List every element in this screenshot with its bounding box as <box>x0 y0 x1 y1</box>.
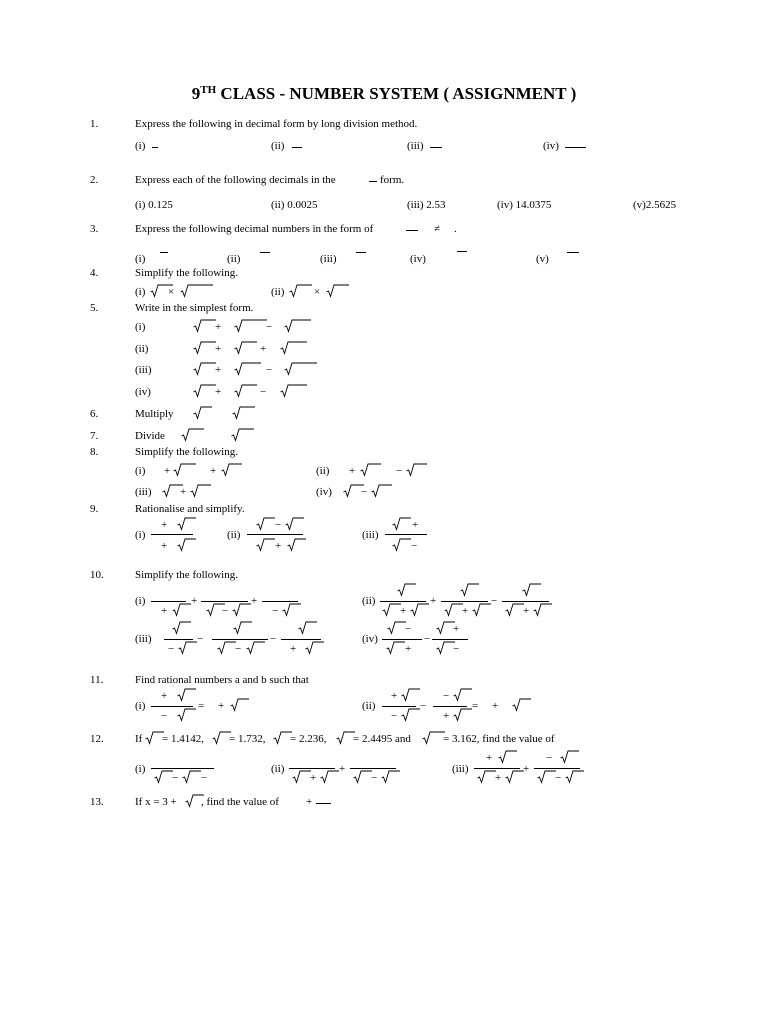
sqrt-symbol <box>392 517 411 531</box>
plus-symbol: + <box>310 772 317 784</box>
fraction-bar <box>151 706 193 707</box>
q8-part-iv: (iv) <box>316 486 332 498</box>
q9-text: Rationalise and simplify. <box>135 503 245 515</box>
q4-part-ii: (ii) <box>271 286 285 298</box>
q12-number: 12. <box>90 733 104 745</box>
plus-symbol: + <box>400 605 407 617</box>
q5-part-iv: (iv) <box>135 386 151 398</box>
q9-part-ii: (ii) <box>227 529 241 541</box>
fraction-bar <box>160 252 168 253</box>
sqrt-symbol <box>386 641 405 655</box>
minus-symbol: − <box>161 710 168 722</box>
plus-symbol: + <box>339 763 346 775</box>
sqrt-symbol <box>382 603 401 617</box>
sqrt-symbol <box>177 538 196 552</box>
q11-part-ii: (ii) <box>362 700 376 712</box>
sqrt-symbol <box>560 750 579 764</box>
q5-part-ii: (ii) <box>135 343 149 355</box>
fraction-bar <box>260 252 270 253</box>
sqrt-symbol <box>172 621 191 635</box>
q9-part-i: (i) <box>135 529 146 541</box>
plus-symbol: + <box>492 700 499 712</box>
q12-value-5: = 3.162, find the value of <box>443 733 555 745</box>
fraction-bar <box>406 230 418 231</box>
sqrt-symbol <box>193 362 216 376</box>
plus-symbol: + <box>161 690 168 702</box>
fraction-bar <box>212 639 268 640</box>
q2-text-b: form. <box>380 174 405 186</box>
plus-symbol: + <box>349 465 356 477</box>
plus-symbol: + <box>462 605 469 617</box>
q4-part-i: (i) <box>135 286 146 298</box>
q2-part-i: (i) 0.125 <box>135 199 173 211</box>
q1-part-iv: (iv) <box>543 140 559 152</box>
q12-part-ii: (ii) <box>271 763 285 775</box>
q1-number: 1. <box>90 118 99 130</box>
q8-text: Simplify the following. <box>135 446 238 458</box>
q8-part-ii: (ii) <box>316 465 330 477</box>
minus-symbol: − <box>396 465 403 477</box>
sqrt-symbol <box>256 517 275 531</box>
q10-part-iii: (iii) <box>135 633 152 645</box>
sqrt-symbol <box>193 319 216 333</box>
sqrt-symbol <box>360 463 381 477</box>
minus-symbol: − <box>391 710 398 722</box>
sqrt-symbol <box>217 641 236 655</box>
plus-symbol: + <box>453 623 460 635</box>
sqrt-symbol <box>401 708 420 722</box>
page-title: 9TH CLASS - NUMBER SYSTEM ( ASSIGNMENT ) <box>191 84 577 103</box>
sqrt-symbol <box>181 428 204 442</box>
q9-part-iii: (iii) <box>362 529 379 541</box>
sqrt-symbol <box>298 621 317 635</box>
sqrt-symbol <box>422 731 445 745</box>
plus-symbol: + <box>161 540 168 552</box>
q12-value-3: = 2.236, <box>290 733 327 745</box>
plus-symbol: + <box>215 343 222 355</box>
plus-symbol: + <box>430 595 437 607</box>
minus-symbol: − <box>168 643 175 655</box>
sqrt-symbol <box>565 770 584 784</box>
sqrt-symbol <box>410 603 429 617</box>
minus-symbol: − <box>275 519 282 531</box>
minus-symbol: − <box>405 623 412 635</box>
minus-symbol: − <box>361 486 368 498</box>
q3-part-i: (i) <box>135 253 146 265</box>
fraction-bar <box>457 251 467 252</box>
sqrt-symbol <box>190 484 211 498</box>
q6-text: Multiply <box>135 408 174 420</box>
fraction-bar <box>433 706 467 707</box>
sqrt-symbol <box>221 463 242 477</box>
plus-symbol: + <box>486 752 493 764</box>
fraction-bar <box>151 768 214 769</box>
sqrt-symbol <box>193 384 216 398</box>
times-symbol: × <box>168 286 175 298</box>
fraction-bar <box>382 639 422 640</box>
sqrt-symbol <box>392 538 411 552</box>
q1-part-i: (i) <box>135 140 146 152</box>
sqrt-symbol <box>505 603 524 617</box>
plus-symbol: + <box>210 465 217 477</box>
q12-part-i: (i) <box>135 763 146 775</box>
sqrt-symbol <box>444 603 463 617</box>
sqrt-symbol <box>453 688 472 702</box>
sqrt-symbol <box>193 406 212 420</box>
fraction-bar <box>152 147 158 148</box>
minus-symbol: − <box>235 643 242 655</box>
minus-symbol: − <box>555 772 562 784</box>
sqrt-symbol <box>289 284 312 298</box>
sqrt-symbol <box>280 341 307 355</box>
q7-number: 7. <box>90 430 99 442</box>
plus-symbol: + <box>161 605 168 617</box>
sqrt-symbol <box>234 362 261 376</box>
fraction-bar <box>565 147 586 148</box>
fraction-bar <box>385 534 427 535</box>
sqrt-symbol <box>177 517 196 531</box>
minus-symbol: − <box>222 605 229 617</box>
minus-symbol: − <box>411 540 418 552</box>
q10-part-iv: (iv) <box>362 633 378 645</box>
sqrt-symbol <box>233 621 252 635</box>
minus-symbol: − <box>266 321 273 333</box>
q2-number: 2. <box>90 174 99 186</box>
plus-symbol: + <box>180 486 187 498</box>
q3-part-iv: (iv) <box>410 253 426 265</box>
q10-part-ii: (ii) <box>362 595 376 607</box>
fraction-bar <box>247 534 303 535</box>
fraction-bar <box>567 252 579 253</box>
sqrt-symbol <box>453 708 472 722</box>
fraction-bar <box>382 706 416 707</box>
plus-symbol: + <box>290 643 297 655</box>
plus-symbol: + <box>215 364 222 376</box>
q12-value-4: = 2.4495 and <box>353 733 411 745</box>
sqrt-symbol <box>387 621 406 635</box>
minus-symbol: − <box>272 605 279 617</box>
q11-part-i: (i) <box>135 700 146 712</box>
fraction-bar <box>201 601 248 602</box>
q12-value-2: = 1.732, <box>229 733 266 745</box>
minus-symbol: − <box>424 633 431 645</box>
sqrt-symbol <box>193 341 216 355</box>
times-symbol: × <box>314 286 321 298</box>
fraction-bar <box>534 768 580 769</box>
minus-symbol: − <box>546 752 553 764</box>
fraction-bar <box>356 252 366 253</box>
fraction-bar <box>262 601 298 602</box>
q5-text: Write in the simplest form. <box>135 302 254 314</box>
minus-symbol: − <box>172 772 179 784</box>
sqrt-symbol <box>505 770 524 784</box>
minus-symbol: − <box>443 690 450 702</box>
sqrt-symbol <box>320 770 339 784</box>
equals-symbol: = <box>472 700 479 712</box>
q6-number: 6. <box>90 408 99 420</box>
sqrt-symbol <box>472 603 491 617</box>
fraction-bar <box>369 181 377 182</box>
fraction-bar <box>316 803 331 804</box>
minus-symbol: − <box>197 633 204 645</box>
q3-neq-symbol: ≠ <box>434 223 441 235</box>
q8-part-iii: (iii) <box>135 486 152 498</box>
q7-text: Divide <box>135 430 165 442</box>
q12-value-1: = 1.4142, <box>162 733 204 745</box>
sqrt-symbol <box>177 708 196 722</box>
fraction-bar <box>430 147 442 148</box>
sqrt-symbol <box>230 698 249 712</box>
sqrt-symbol <box>477 770 496 784</box>
sqrt-symbol <box>522 583 541 597</box>
plus-symbol: + <box>215 386 222 398</box>
equals-symbol: = <box>198 700 205 712</box>
sqrt-symbol <box>232 603 251 617</box>
sqrt-symbol <box>381 770 400 784</box>
plus-symbol: + <box>523 605 530 617</box>
sqrt-symbol <box>246 641 265 655</box>
q2-part-ii: (ii) 0.0025 <box>271 199 318 211</box>
q1-part-iii: (iii) <box>407 140 424 152</box>
plus-symbol: + <box>260 343 267 355</box>
plus-symbol: + <box>405 643 412 655</box>
sqrt-symbol <box>537 770 556 784</box>
plus-symbol: + <box>412 519 419 531</box>
sqrt-symbol <box>292 770 311 784</box>
sqrt-symbol <box>533 603 552 617</box>
q10-number: 10. <box>90 569 104 581</box>
sqrt-symbol <box>512 698 531 712</box>
sqrt-symbol <box>234 319 267 333</box>
plus-symbol: + <box>215 321 222 333</box>
q13-text-b: , find the value of <box>201 796 279 808</box>
q3-part-ii: (ii) <box>227 253 241 265</box>
minus-symbol: − <box>371 772 378 784</box>
fraction-bar <box>502 601 549 602</box>
q3-part-iii: (iii) <box>320 253 337 265</box>
sqrt-symbol <box>182 770 201 784</box>
sqrt-symbol <box>177 688 196 702</box>
sqrt-symbol <box>231 428 254 442</box>
sqrt-symbol <box>406 463 427 477</box>
fraction-bar <box>441 601 488 602</box>
fraction-bar <box>350 768 396 769</box>
plus-symbol: + <box>275 540 282 552</box>
q9-number: 9. <box>90 503 99 515</box>
q2-text-a: Express each of the following decimals in the <box>135 174 336 186</box>
q4-number: 4. <box>90 267 99 279</box>
q11-text: Find rational numbers a and b such that <box>135 674 309 686</box>
sqrt-symbol <box>234 341 257 355</box>
fraction-bar <box>292 147 302 148</box>
sqrt-symbol <box>287 538 306 552</box>
q4-text: Simplify the following. <box>135 267 238 279</box>
q3-text: Express the following decimal numbers in the form of <box>135 223 374 235</box>
sqrt-symbol <box>460 583 479 597</box>
q3-number: 3. <box>90 223 99 235</box>
sqrt-symbol <box>154 770 173 784</box>
sqrt-symbol <box>173 463 196 477</box>
plus-symbol: + <box>161 519 168 531</box>
q5-number: 5. <box>90 302 99 314</box>
fraction-bar <box>432 639 468 640</box>
sqrt-symbol <box>353 770 372 784</box>
fraction-bar <box>474 768 520 769</box>
sqrt-symbol <box>256 538 275 552</box>
plus-symbol: + <box>391 690 398 702</box>
q2-part-iii: (iii) 2.53 <box>407 199 446 211</box>
q3-dot: . <box>454 223 457 235</box>
sqrt-symbol <box>172 603 191 617</box>
q2-part-iv: (iv) 14.0375 <box>497 199 552 211</box>
fraction-bar <box>380 601 426 602</box>
sqrt-symbol <box>178 641 197 655</box>
sqrt-symbol <box>305 641 324 655</box>
minus-symbol: − <box>491 595 498 607</box>
plus-symbol: + <box>218 700 225 712</box>
q12-if: If <box>135 733 143 745</box>
q8-part-i: (i) <box>135 465 146 477</box>
q13-text-a: If x = 3 + <box>135 796 177 808</box>
minus-symbol: − <box>260 386 267 398</box>
q13-number: 13. <box>90 796 104 808</box>
minus-symbol: − <box>266 364 273 376</box>
plus-symbol: + <box>251 595 258 607</box>
fraction-bar <box>151 601 186 602</box>
q10-part-i: (i) <box>135 595 146 607</box>
q5-part-i: (i) <box>135 321 146 333</box>
sqrt-symbol <box>234 384 257 398</box>
plus-symbol: + <box>306 796 313 808</box>
plus-symbol: + <box>443 710 450 722</box>
q8-number: 8. <box>90 446 99 458</box>
q5-part-iii: (iii) <box>135 364 152 376</box>
q12-part-iii: (iii) <box>452 763 469 775</box>
fraction-bar <box>281 639 321 640</box>
q3-part-v: (v) <box>536 253 549 265</box>
sqrt-symbol <box>326 284 349 298</box>
sqrt-symbol <box>285 517 304 531</box>
minus-symbol: − <box>270 633 277 645</box>
sqrt-symbol <box>232 406 255 420</box>
sqrt-symbol <box>397 583 416 597</box>
minus-symbol: − <box>201 772 208 784</box>
fraction-bar <box>164 639 193 640</box>
sqrt-symbol <box>284 362 317 376</box>
minus-symbol: − <box>420 700 427 712</box>
fraction-bar <box>151 534 193 535</box>
plus-symbol: + <box>495 772 502 784</box>
sqrt-symbol <box>498 750 517 764</box>
q11-number: 11. <box>90 674 104 686</box>
sqrt-symbol <box>371 484 392 498</box>
sqrt-symbol <box>280 384 307 398</box>
q10-text: Simplify the following. <box>135 569 238 581</box>
q2-part-v: (v)2.5625 <box>633 199 677 211</box>
minus-symbol: − <box>453 643 460 655</box>
sqrt-symbol <box>282 603 301 617</box>
q1-part-ii: (ii) <box>271 140 285 152</box>
sqrt-symbol <box>284 319 311 333</box>
plus-symbol: + <box>523 763 530 775</box>
q1-text: Express the following in decimal form by long division method. <box>135 118 418 130</box>
plus-symbol: + <box>164 465 171 477</box>
sqrt-symbol <box>401 688 420 702</box>
fraction-bar <box>289 768 335 769</box>
sqrt-symbol <box>180 284 213 298</box>
plus-symbol: + <box>191 595 198 607</box>
